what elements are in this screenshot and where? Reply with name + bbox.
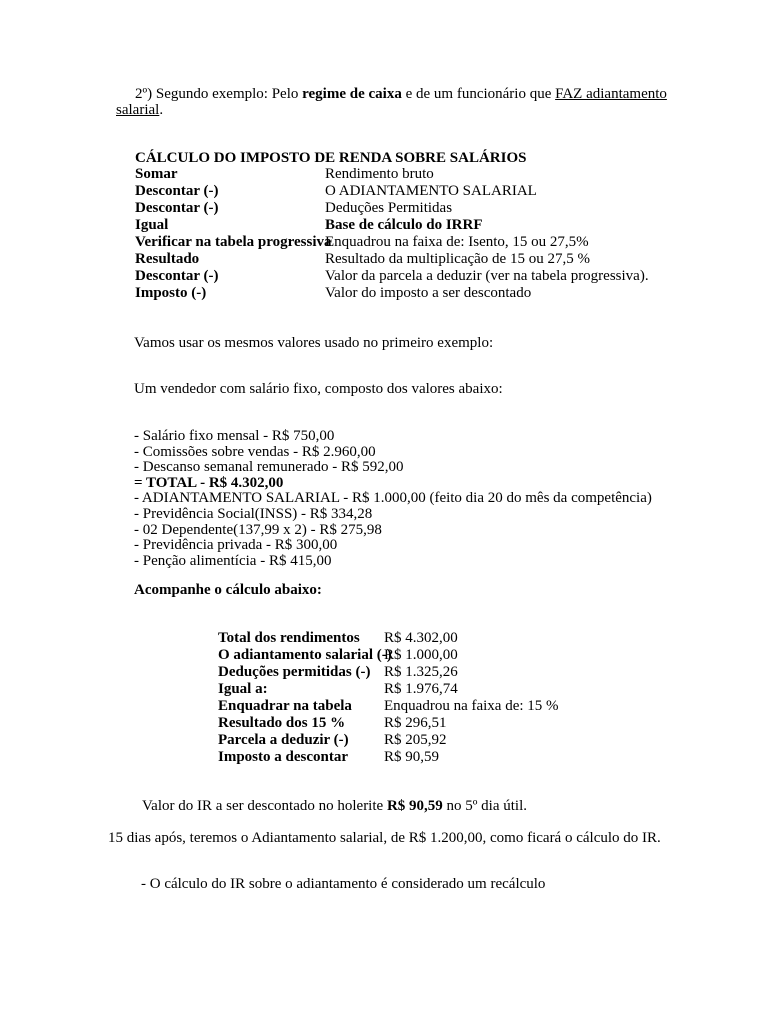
intro-underline-salarial: salarial <box>116 102 160 118</box>
summary-value: R$ 1.325,26 <box>384 664 458 680</box>
list-item: - Penção alimentícia - R$ 415,00 <box>134 552 332 569</box>
acompanhe-heading: Acompanhe o cálculo abaixo: <box>134 582 322 598</box>
step-description: Valor da parcela a deduzir (ver na tabela progressiva). <box>325 268 649 284</box>
summary-label: Enquadrar na tabela <box>218 698 352 714</box>
summary-label: Resultado dos 15 % <box>218 715 346 731</box>
intro-bold-regime: regime de caixa <box>302 86 402 102</box>
step-description: Valor do imposto a ser descontado <box>325 285 532 301</box>
step-label: Verificar na tabela progressiva <box>135 234 332 250</box>
step-label: Igual <box>135 217 169 233</box>
step-label: Descontar (-) <box>135 183 219 199</box>
list-item: - Comissões sobre vendas - R$ 2.960,00 <box>134 443 376 460</box>
summary-value: R$ 1.000,00 <box>384 647 458 663</box>
list-item: = TOTAL - R$ 4.302,00 <box>134 474 284 491</box>
summary-value: Enquadrou na faixa de: 15 % <box>384 698 559 714</box>
list-item: - Previdência privada - R$ 300,00 <box>134 537 338 554</box>
para-same-values: Vamos usar os mesmos valores usado no primeiro exemplo: <box>134 335 494 351</box>
intro-line-2 <box>116 102 163 119</box>
list-item: - 02 Dependente(137,99 x 2) - R$ 275,98 <box>134 521 382 538</box>
summary-label: Parcela a deduzir (-) <box>218 732 349 748</box>
calc-title: CÁLCULO DO IMPOSTO DE RENDA SOBRE SALÁRIOS <box>135 150 527 166</box>
intro-prefix: 2º) Segundo exemplo: Pelo <box>135 86 303 102</box>
list-item: - Previdência Social(INSS) - R$ 334,28 <box>134 506 373 522</box>
summary-value: R$ 4.302,00 <box>384 630 458 646</box>
summary-label: Total dos rendimentos <box>218 630 360 646</box>
step-label: Descontar (-) <box>135 200 219 216</box>
step-label: Resultado <box>135 251 200 267</box>
summary-label: O adiantamento salarial (-) <box>218 647 392 663</box>
intro-middle: e de um funcionário que <box>401 86 556 102</box>
step-label: Imposto (-) <box>135 285 207 301</box>
step-description: Resultado da multiplicação de 15 ou 27,5 % <box>325 251 590 267</box>
valor-ir-suffix: no 5º dia útil. <box>442 798 528 814</box>
intro-end: . <box>159 102 164 118</box>
para-vendedor: Um vendedor com salário fixo, composto dos valores abaixo: <box>134 381 503 397</box>
list-item: - ADIANTAMENTO SALARIAL - R$ 1.000,00 (feito dia 20 do mês da competência) <box>134 490 652 507</box>
step-description: Base de cálculo do IRRF <box>325 217 483 233</box>
step-description: Deduções Permitidas <box>325 200 453 216</box>
valor-ir-prefix: Valor do IR a ser descontado no holerite <box>142 798 387 814</box>
list-item: - Salário fixo mensal - R$ 750,00 <box>134 428 335 444</box>
valor-ir-line <box>142 798 527 815</box>
step-description: O ADIANTAMENTO SALARIAL <box>325 183 537 199</box>
step-label: Somar <box>135 166 178 182</box>
summary-label: Imposto a descontar <box>218 749 348 765</box>
summary-label: Deduções permitidas (-) <box>218 664 371 680</box>
values-list <box>134 428 694 573</box>
para-recalculo: - O cálculo do IR sobre o adiantamento é considerado um recálculo <box>141 876 546 892</box>
summary-label: Igual a: <box>218 681 268 697</box>
list-item: - Descanso semanal remunerado - R$ 592,00 <box>134 459 404 476</box>
para-15-dias: 15 dias após, teremos o Adiantamento salarial, de R$ 1.200,00, como ficará o cálculo do IR. <box>108 830 661 846</box>
summary-value: R$ 205,92 <box>384 732 447 748</box>
steps-table <box>135 166 655 306</box>
intro-line-1 <box>135 86 667 103</box>
valor-ir-amount: R$ 90,59 <box>386 798 443 814</box>
step-description: Enquadrou na faixa de: Isento, 15 ou 27,5% <box>325 234 589 250</box>
summary-value: R$ 1.976,74 <box>384 681 458 697</box>
summary-value: R$ 90,59 <box>384 749 440 765</box>
summary-value: R$ 296,51 <box>384 715 447 731</box>
step-description: Rendimento bruto <box>325 166 434 182</box>
intro-underline-faz: FAZ adiantamento <box>555 86 667 102</box>
step-label: Descontar (-) <box>135 268 219 284</box>
summary-table <box>218 630 598 770</box>
